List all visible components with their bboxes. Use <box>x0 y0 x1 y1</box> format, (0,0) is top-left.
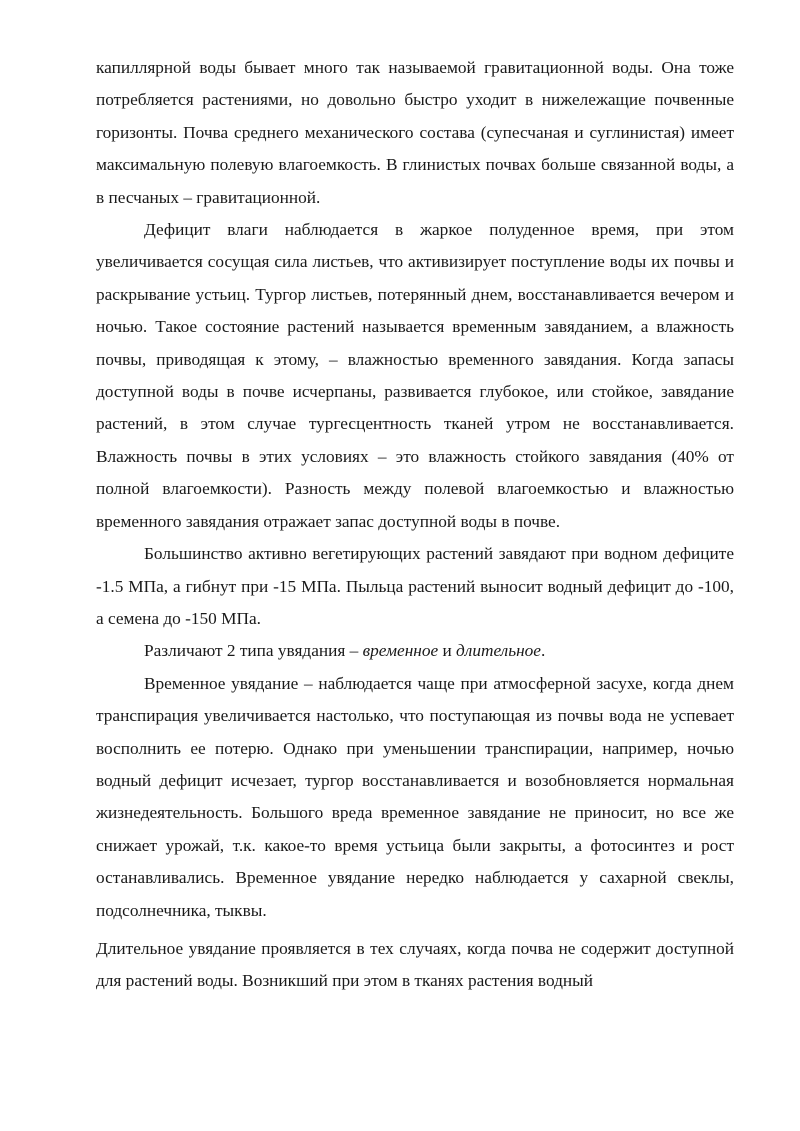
wilting-type-prolonged: длительное <box>456 641 541 661</box>
wilting-types-middle: и <box>438 641 457 661</box>
paragraph-water-deficit-limits: Большинство активно вегетирующих растений завядают при водном дефиците -1.5 МПа, а гибнут при -15 МПа. Пыльца растений выносит водный дефицит до -100, а семена до -150 МПа. <box>96 544 734 628</box>
paragraph-temporary-wilting: Временное увядание – наблюдается чаще при атмосферной засухе, когда днем транспирация увеличивается настолько, что поступающая из почвы вода не успевает восполнить ее потерю. Однако при уменьшении транспирации, например, ночью водный дефицит исчезает, тургор восстанавливается и возобновляется нормальная жизнедеятельность. Большого вреда временное завядание не приносит, но все же снижает урожай, т.к. какое-то время устьица были закрыты, а фотосинтез и рост останавливались. Временное увядание нередко наблюдается у сахарной свеклы, подсолнечника, тыквы. <box>96 673 734 920</box>
wilting-type-temporary: временное <box>362 641 439 661</box>
paragraph-moisture-deficit: Дефицит влаги наблюдается в жаркое полуденное время, при этом увеличивается сосущая сила листьев, что активизирует поступление воды их почвы и раскрывание устьиц. Тургор листьев, потерянный днем, восстанавливается вечером и ночью. Такое состояние растений называется временным завяданием, а влажность почвы, приводящая к этому, – влажностью временного завядания. Когда запасы доступной воды в почве исчерпаны, развивается глубокое, или стойкое, завядание растений, в этом случае тургесцентность тканей утром не восстанавливается. Влажность почвы в этих условиях – это влажность стойкого завядания (40% от полной влагоемкости). Разность между полевой влагоемкостью и влажностью временного завядания отражает запас доступной воды в почве. <box>96 220 734 531</box>
paragraph-prolonged-wilting: Длительное увядание проявляется в тех случаях, когда почва не содержит доступной для растений воды. Возникший при этом в тканях растения водный <box>96 938 734 991</box>
paragraph-gravitational-water: капиллярной воды бывает много так называемой гравитационной воды. Она тоже потребляется растениями, но довольно быстро уходит в нижележащие почвенные горизонты. Почва среднего механического состава (супесчаная и суглинистая) имеет максимальную полевую влагоемкость. В глинистых почвах больше связанной воды, а в песчаных – гравитационной. <box>96 58 734 207</box>
wilting-types-prefix: Различают 2 типа увядания – <box>144 641 363 661</box>
paragraph-wilting-types <box>96 635 734 667</box>
document-page <box>96 52 734 998</box>
wilting-types-suffix: . <box>540 641 546 661</box>
